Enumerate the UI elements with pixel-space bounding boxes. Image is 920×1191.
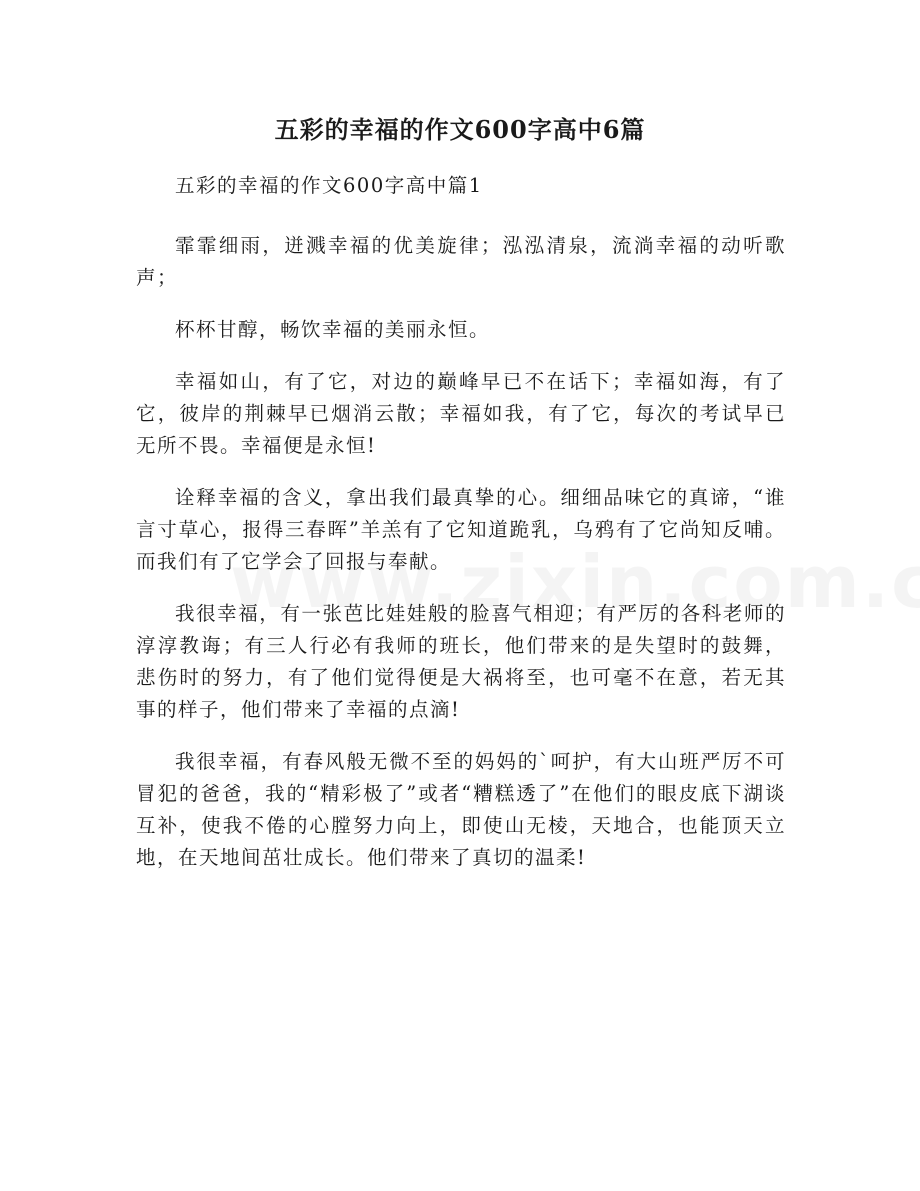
paragraph-6: 我很幸福，有春风般无微不至的妈妈的`呵护，有大山班严厉不可冒犯的爸爸，我的“精彩极了”或者“糟糕透了”在他们的眼皮底下湖谈互补，使我不倦的心膛努力向上，即使山无棱，天地合，也能顶天立地，在天地间茁壮成长。他们带来了真切的温柔! (136, 750, 786, 869)
paragraph-4: 诠释幸福的含义，拿出我们最真挚的心。细细品味它的真谛，“谁言寸草心，报得三春晖”羊羔有了它知道跪乳，乌鸦有了它尚知反哺。而我们有了它学会了回报与奉献。 (136, 486, 786, 573)
document-title: 五彩的幸福的作文600字高中6篇 (274, 115, 646, 144)
paragraph-3: 幸福如山，有了它，对边的巅峰早已不在话下；幸福如海，有了它，彼岸的荆棘早已烟消云散；幸福如我，有了它，每次的考试早已无所不畏。幸福便是永恒! (136, 370, 786, 457)
paragraph-2: 杯杯甘醇，畅饮幸福的美丽永恒。 (175, 318, 491, 341)
section-heading: 五彩的幸福的作文600字高中篇1 (175, 174, 483, 197)
paragraph-1: 霏霏细雨，迸溅幸福的优美旋律；泓泓清泉，流淌幸福的动听歌声； (136, 234, 786, 289)
paragraph-5: 我很幸福，有一张芭比娃娃般的脸喜气相迎；有严厉的各科老师的淳淳教诲；有三人行必有我师的班长，他们带来的是失望时的鼓舞，悲伤时的努力，有了他们觉得便是大祸将至，也可毫不在意，若无其事的样子，他们带来了幸福的点滴! (136, 602, 786, 721)
document-body (136, 170, 786, 894)
